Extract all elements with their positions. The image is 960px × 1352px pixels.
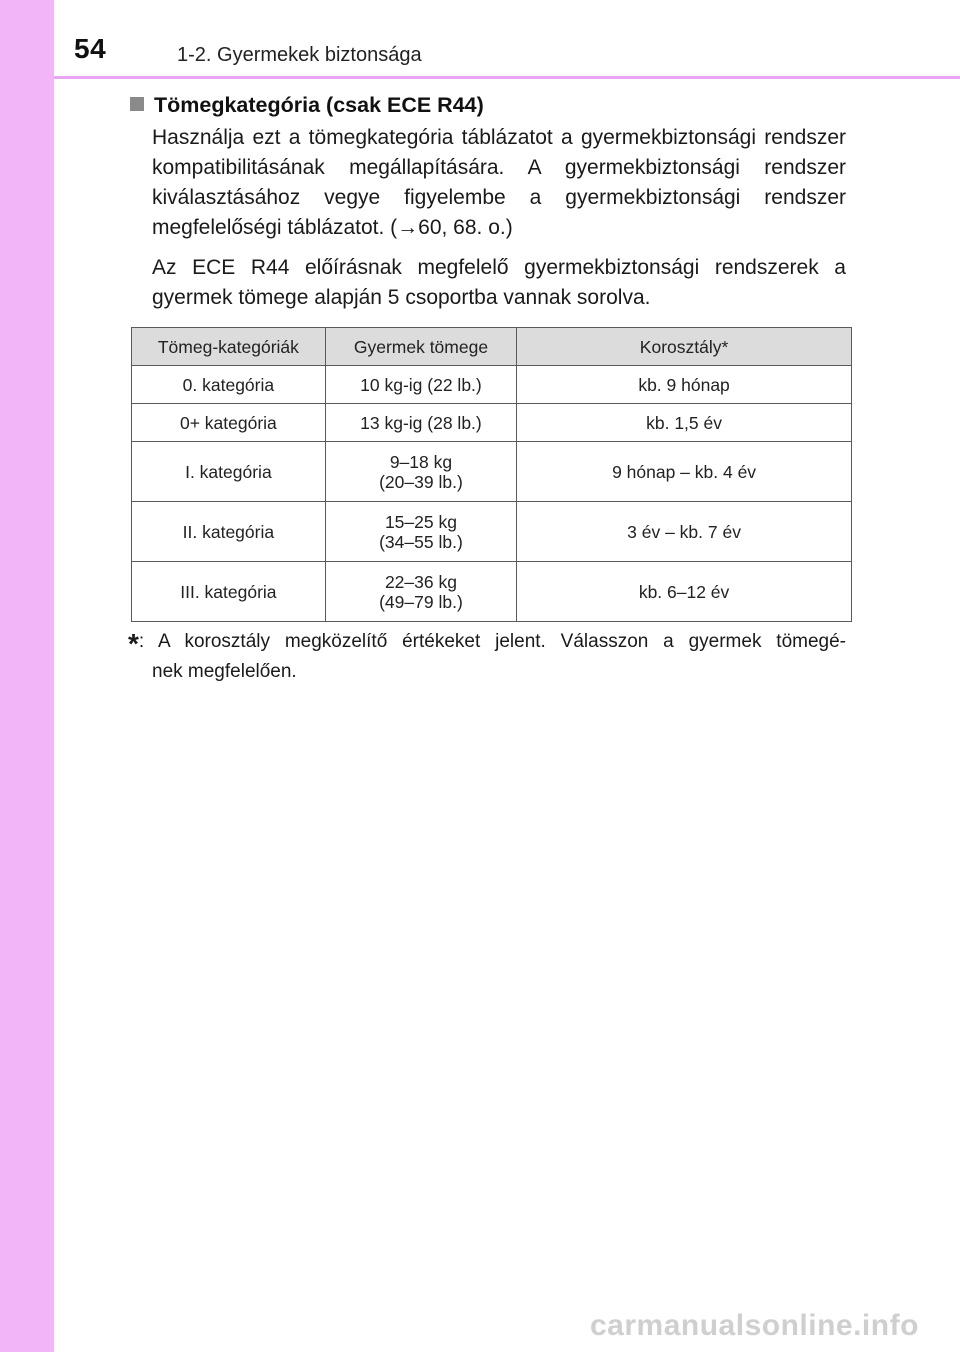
section-heading	[130, 89, 850, 121]
cell-weight	[325, 366, 516, 404]
weight-line: (34–55 lb.)	[379, 531, 463, 552]
cell-weight	[325, 562, 516, 622]
table-row	[132, 562, 852, 622]
cell-age: kb. 6–12 év	[517, 562, 852, 622]
cell-age: 3 év – kb. 7 év	[517, 502, 852, 562]
cell-weight	[325, 502, 516, 562]
header-divider	[54, 76, 960, 79]
page-number: 54	[74, 33, 107, 64]
weight-line: 9–18 kg	[389, 451, 453, 472]
column-header-weight: Gyermek tömege	[325, 328, 516, 366]
weight-line: 10 kg-ig (22 lb.)	[360, 374, 482, 395]
cell-age: kb. 9 hónap	[517, 366, 852, 404]
table-header-row	[132, 328, 852, 366]
watermark: carmanualsonline.info	[590, 1309, 919, 1342]
cell-category: 0+ kategória	[132, 404, 326, 442]
footnote-line-2: nek megfelelően.	[152, 661, 297, 682]
weight-category-table	[131, 327, 852, 622]
weight-line: (49–79 lb.)	[379, 591, 463, 612]
table-row	[132, 442, 852, 502]
section-title: Tömegkategória (csak ECE R44)	[154, 93, 484, 117]
weight-line: (20–39 lb.)	[379, 471, 463, 492]
footnote-marker: *	[128, 628, 139, 659]
cell-category: I. kategória	[132, 442, 326, 502]
footnote	[128, 628, 846, 686]
table-row	[132, 366, 852, 404]
cell-weight	[325, 442, 516, 502]
side-color-band	[0, 0, 54, 1352]
cell-weight	[325, 404, 516, 442]
cell-age: 9 hónap – kb. 4 év	[517, 442, 852, 502]
weight-line: 22–36 kg	[384, 571, 457, 592]
column-header-category: Tömeg-kategóriák	[132, 328, 326, 366]
weight-line: 15–25 kg	[384, 511, 457, 532]
cell-category: III. kategória	[132, 562, 326, 622]
cell-age: kb. 1,5 év	[517, 404, 852, 442]
footnote-text-1: : A korosztály megközelítő értékeket jelent. Válasszon a gyermek tömegé-	[138, 631, 846, 652]
column-header-age: Korosztály*	[517, 328, 852, 366]
cell-category: II. kategória	[132, 502, 326, 562]
table-row	[132, 502, 852, 562]
running-header: 1-2. Gyermekek biztonsága	[177, 44, 422, 66]
paragraph-groups: Az ECE R44 előírásnak megfelelő gyermekbiztonsági rendszerek a gyermek tömege alapján 5 csoportba vannak sorolva.	[152, 256, 846, 309]
paragraph-compatibility: Használja ezt a tömegkategória táblázatot a gyermekbiztonsági rendszer kompatibilitásának megállapítására. A gyermekbiztonsági rendszer kiválasztásához vegye figyelembe a gyermekbiztonsági rendszer megfelelőségi táblázatot. (→60, 68. o.)	[152, 126, 846, 239]
cell-category: 0. kategória	[132, 366, 326, 404]
weight-line: 13 kg-ig (28 lb.)	[360, 412, 482, 433]
square-bullet-icon	[130, 97, 144, 111]
table-row	[132, 404, 852, 442]
footnote-line-1	[128, 628, 846, 658]
